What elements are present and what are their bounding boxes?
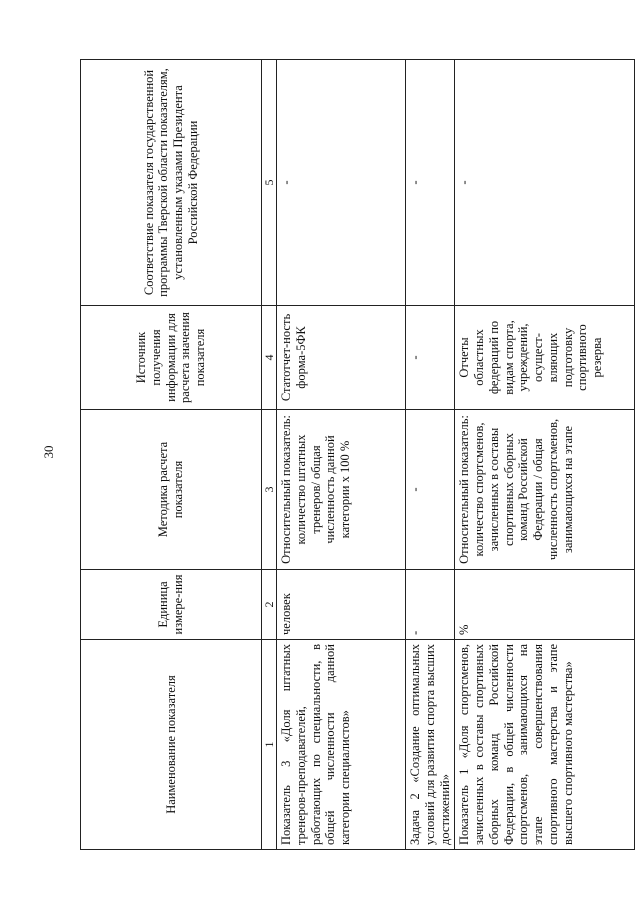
- column-number: 4: [262, 306, 277, 410]
- column-number: 3: [262, 410, 277, 570]
- column-number: 5: [262, 60, 277, 306]
- indicators-table: [80, 59, 635, 850]
- header-name: Наименование показателя: [81, 640, 262, 850]
- indicator-compliance: -: [277, 60, 406, 306]
- column-number-row: [262, 60, 277, 850]
- indicator-compliance: -: [455, 60, 635, 306]
- rotated-page-content: [80, 60, 608, 850]
- column-number: 1: [262, 640, 277, 850]
- indicator-name: Показатель 1 «Доля спортсменов, зачисленных в составы спортивных сборных команд Российской Федерации, в общей численности спортсменов, занимающихся на этапе совершенствования спортивного мастерства и этапе высшего спортивного мастерства»: [455, 640, 635, 850]
- page-number: 30: [41, 445, 56, 459]
- header-row: [81, 60, 262, 850]
- table-row: [406, 60, 455, 850]
- header-method: Методика расчета показателя: [81, 410, 262, 570]
- indicator-compliance: -: [406, 60, 455, 306]
- column-number: 2: [262, 570, 277, 640]
- indicator-unit: человек: [277, 570, 406, 640]
- header-compliance: Соответствие показателя государственной программы Тверской области показателям, установленным указами Президента Российской Федерации: [81, 60, 262, 306]
- indicator-source: Отчеты областных федераций по видам спорта, учреждений, осущест-вляющих подготовку спортивного резерва: [455, 306, 635, 410]
- indicator-name: Задача 2 «Создание оптимальных условий для развития спорта высших достижений»: [406, 640, 455, 850]
- indicator-unit: %: [455, 570, 635, 640]
- indicator-method: -: [406, 410, 455, 570]
- indicator-source: Статотчет-ность форма-5ФК: [277, 306, 406, 410]
- header-source: Источник получения информации для расчета значения показателя: [81, 306, 262, 410]
- table-row: [455, 60, 635, 850]
- indicator-method: Относительный показатель: количество штатных тренеров/ общая численность данной категории x 100 %: [277, 410, 406, 570]
- table-row: [277, 60, 406, 850]
- indicator-source: -: [406, 306, 455, 410]
- indicator-unit: -: [406, 570, 455, 640]
- indicator-method: Относительный показатель: количество спортсменов, зачисленных в составы спортивных сборных команд Российской Федерации / общая численность спортсменов, занимающихся на этапе: [455, 410, 635, 570]
- indicator-name: Показатель 3 «Доля штатных тренеров-преподавателей, работающих по специальности, в общей численности данной категории специалистов»: [277, 640, 406, 850]
- header-unit: Единица измере-ния: [81, 570, 262, 640]
